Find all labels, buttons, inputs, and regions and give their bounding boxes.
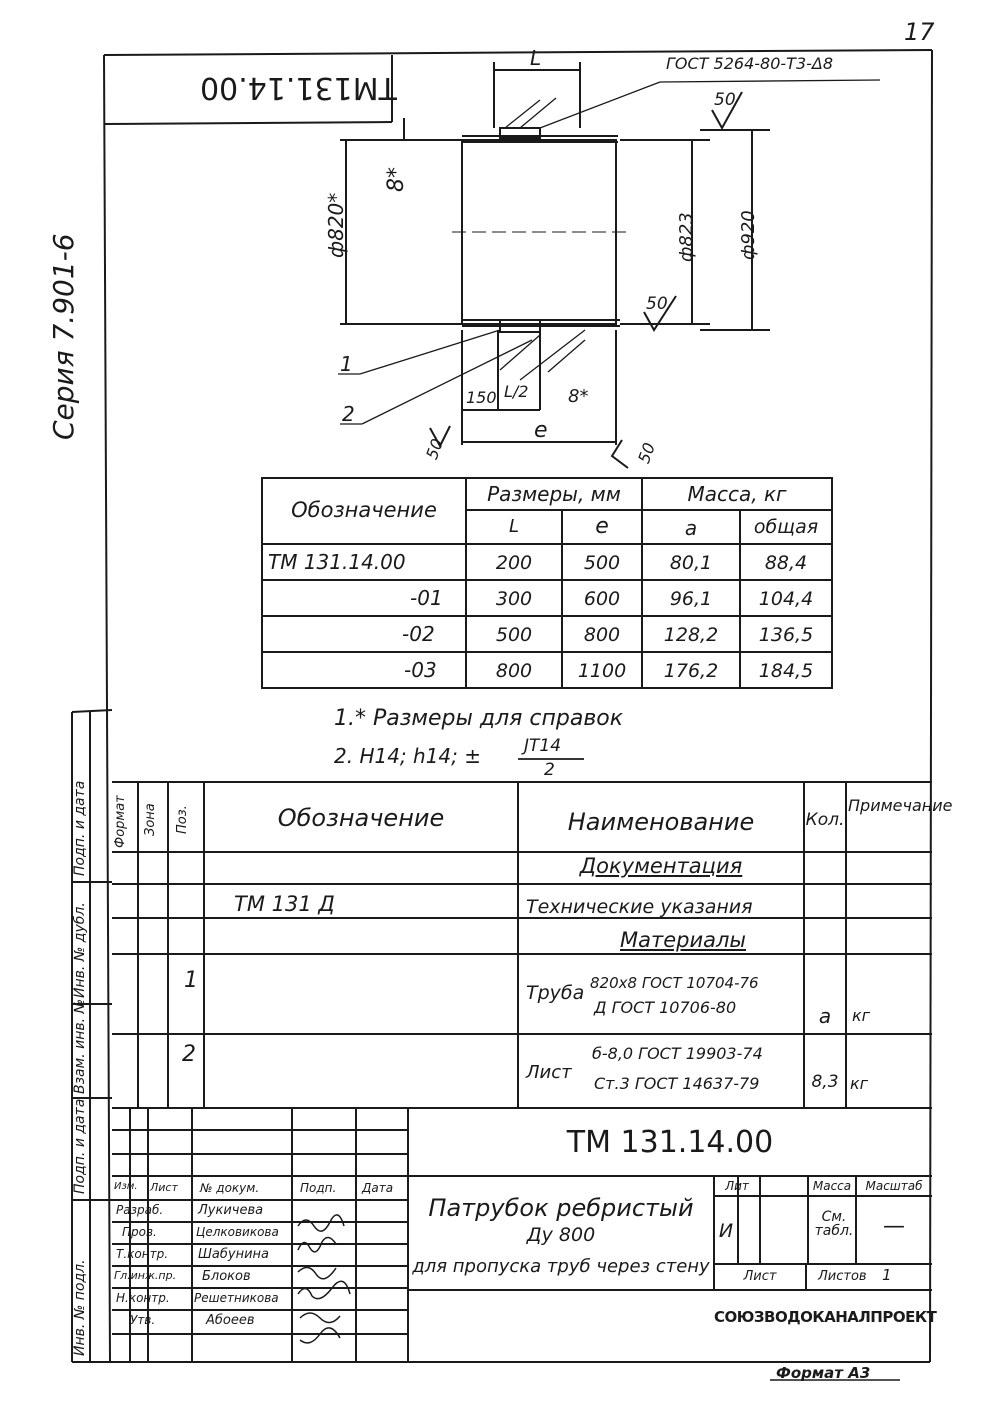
tb-role: Утв.	[130, 1313, 156, 1327]
dim-150: 150	[466, 388, 497, 407]
roughness-mid: 50	[646, 294, 668, 314]
title-sheets-label: Листов	[818, 1269, 867, 1284]
title-lit-value: И	[718, 1220, 734, 1242]
dim-8star-bottom: 8*	[568, 386, 589, 407]
row-e: 800	[583, 624, 621, 646]
title-sheet-label: Лист	[743, 1269, 777, 1284]
row-L: 800	[495, 660, 533, 682]
dim-length-top: L	[530, 46, 542, 70]
strip-vzam-inv: Взам. инв. №	[72, 998, 88, 1094]
roughness-bottom-right: 50	[634, 440, 659, 466]
title-mass-label: Масса	[812, 1179, 852, 1193]
row-designation: ТМ 131.14.00	[268, 550, 406, 574]
strip-inv-podl: Инв. № подл.	[72, 1259, 88, 1356]
title-lit-label: Лит	[725, 1179, 749, 1193]
row-mass-a: 128,2	[663, 624, 719, 646]
tb-role: Н.контр.	[116, 1291, 170, 1305]
tb-role: Т.контр.	[116, 1247, 169, 1261]
table-head-designation: Обозначение	[291, 498, 437, 522]
dim-d820: ф820*	[324, 192, 348, 258]
strip-inv-dubl: Инв. № дубл.	[72, 902, 88, 998]
spec-item1-name: Труба	[526, 982, 585, 1004]
row-mass-a: 80,1	[669, 552, 713, 574]
row-L: 200	[495, 552, 533, 574]
table-head-sizes: Размеры, мм	[487, 482, 621, 506]
row-mass-total: 136,5	[758, 624, 814, 646]
table-sub-total: общая	[753, 516, 819, 538]
spec-head-zone: Зона	[143, 803, 158, 836]
spec-item1-spec-top: 820х8 ГОСТ 10704-76	[590, 974, 759, 992]
row-mass-total: 104,4	[758, 588, 814, 610]
page-number: 17	[904, 18, 935, 46]
spec-section-materials: Материалы	[620, 928, 746, 952]
tb-role: Разраб.	[116, 1203, 164, 1217]
title-block-name-3: для пропуска труб через стену	[412, 1256, 710, 1277]
row-e: 500	[583, 552, 621, 574]
tb-head-date: Дата	[362, 1181, 394, 1195]
spec-item1-pos: 1	[184, 968, 198, 993]
row-L: 500	[495, 624, 533, 646]
tb-head-izm: Изм.	[114, 1181, 138, 1192]
spec-head-format: Формат	[113, 795, 128, 848]
spec-item1-note: кг	[852, 1006, 871, 1025]
tb-role: Пров.	[122, 1225, 157, 1239]
spec-item2-spec-top: б-8,0 ГОСТ 19903-74	[592, 1044, 763, 1063]
title-block-name-2: Ду 800	[526, 1224, 596, 1246]
tb-name: Шабунина	[198, 1247, 269, 1262]
roughness-bottom-left: 50	[422, 436, 447, 462]
row-designation: -01	[410, 586, 443, 610]
series-label: Серия 7.901-6	[47, 233, 80, 440]
spec-item2-qty: 8,3	[811, 1072, 839, 1092]
row-designation: -02	[402, 622, 435, 646]
title-mass-value: См. табл.	[814, 1209, 854, 1239]
row-e: 1100	[577, 660, 627, 682]
strip-sign-date-2: Подп. и дата	[72, 1098, 88, 1194]
spec-doc-designation: ТМ 131 Д	[234, 892, 335, 916]
title-scale-label: Масштаб	[865, 1179, 923, 1193]
spec-section-documentation: Документация	[579, 854, 743, 878]
title-sheets-value: 1	[882, 1266, 892, 1284]
position-2-label: 2	[342, 402, 355, 426]
dim-d823: ф823	[676, 212, 697, 262]
spec-item1-qty: а	[818, 1004, 832, 1028]
spec-item2-spec-bottom: Ст.3 ГОСТ 14637-79	[594, 1074, 760, 1093]
strip-sign-date-1: Подп. и дата	[72, 780, 88, 876]
tb-head-doc: № докум.	[200, 1181, 260, 1195]
roughness-top: 50	[714, 90, 736, 110]
tb-name: Целковикова	[196, 1225, 279, 1239]
row-designation: -03	[404, 658, 437, 682]
dim-half-length: L/2	[504, 382, 529, 401]
corner-code-rotated: ТМ131.14.00	[200, 70, 397, 105]
spec-head-note: Примечание	[848, 796, 953, 815]
row-e: 600	[583, 588, 621, 610]
table-sub-L: L	[508, 516, 520, 537]
spec-head-pos: Поз.	[175, 805, 190, 834]
dim-e: e	[534, 418, 548, 443]
format-label: Формат А3	[776, 1364, 871, 1382]
dim-d920: ф920	[738, 210, 759, 260]
position-1-label: 1	[340, 352, 353, 376]
tb-name: Блоков	[202, 1269, 251, 1284]
note-2: 2. Н14; h14; ±	[334, 744, 482, 768]
note-1: 1.* Размеры для справок	[334, 706, 624, 731]
row-mass-a: 96,1	[669, 588, 713, 610]
spec-item1-spec-bottom: Д ГОСТ 10706-80	[594, 998, 737, 1017]
spec-doc-name: Технические указания	[526, 896, 753, 918]
tb-head-sign: Подп.	[300, 1181, 337, 1195]
spec-item2-note: кг	[850, 1074, 869, 1093]
title-scale-value: —	[883, 1214, 905, 1239]
row-L: 300	[495, 588, 533, 610]
title-block-code: ТМ 131.14.00	[566, 1125, 774, 1160]
row-mass-total: 184,5	[758, 660, 814, 682]
table-sub-e: e	[595, 514, 609, 539]
spec-head-qty: Кол.	[805, 810, 845, 830]
row-mass-a: 176,2	[663, 660, 719, 682]
spec-head-designation: Обозначение	[277, 804, 445, 832]
note-2-fraction-top: JT14	[524, 736, 562, 756]
weld-note: ГОСТ 5264-80-Т3-Δ8	[666, 54, 834, 73]
title-organization: СОЮЗВОДОКАНАЛПРОЕКТ	[714, 1308, 937, 1326]
spec-head-name: Наименование	[567, 808, 755, 836]
spec-item2-name: Лист	[526, 1062, 572, 1083]
table-head-mass: Масса, кг	[687, 482, 787, 506]
table-sub-a: а	[684, 516, 698, 540]
title-block-name-1: Патрубок ребристый	[428, 1194, 694, 1222]
dim-8star-left: 8*	[384, 167, 409, 192]
row-mass-total: 88,4	[764, 552, 808, 574]
tb-name: Решетникова	[194, 1291, 279, 1305]
spec-item2-pos: 2	[182, 1042, 196, 1067]
tb-head-list: Лист	[150, 1181, 178, 1194]
note-2-fraction-bottom: 2	[544, 760, 555, 780]
tb-name: Абоеев	[206, 1313, 255, 1328]
tb-name: Лукичева	[198, 1203, 264, 1218]
tb-role: Гл.инж.пр.	[114, 1269, 177, 1282]
